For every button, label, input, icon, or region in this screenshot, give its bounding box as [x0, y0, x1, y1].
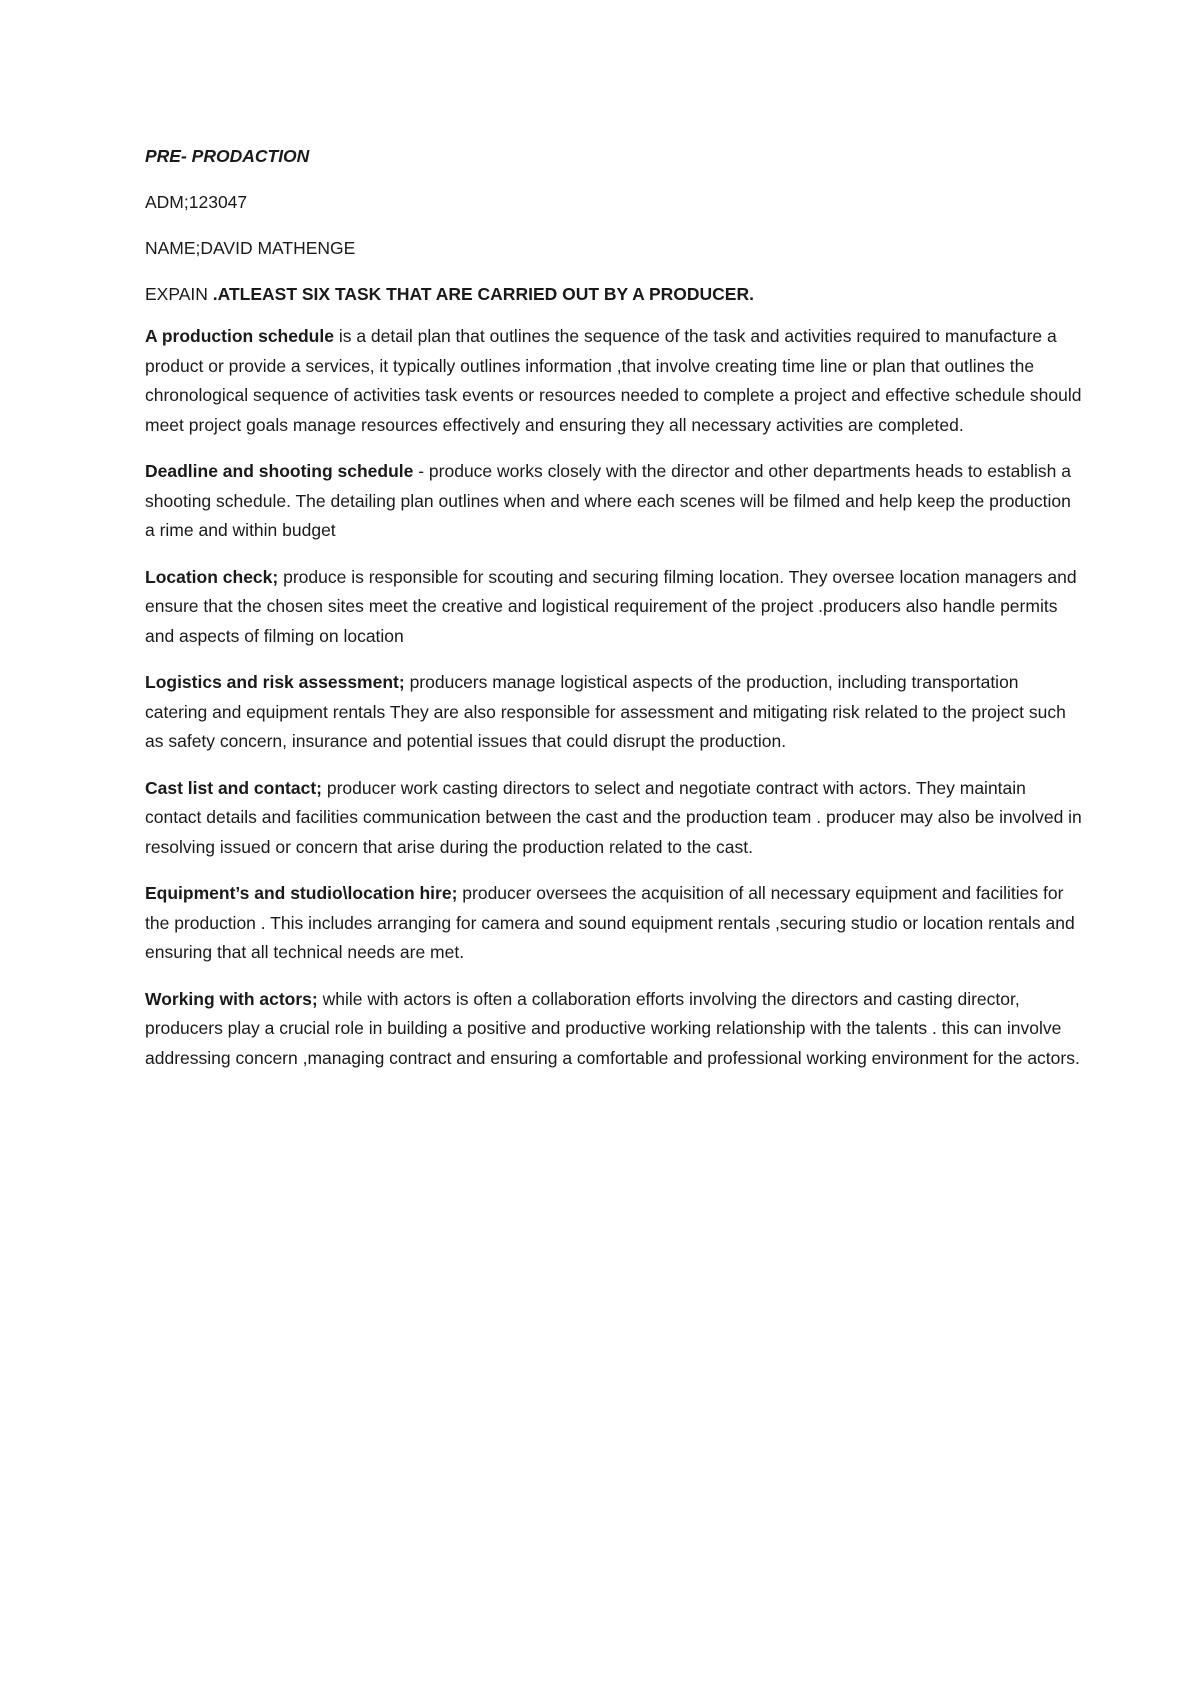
paragraph-text: producer work casting directors to select and negotiate contract with actors. They maintain contact details and facilities communication between the cast and the production team . producer may also be involved in resolving issued or concern that arise during the production related to the cast.: [145, 777, 1082, 857]
paragraph-production-schedule: [145, 322, 1085, 440]
paragraph-heading: Cast list and contact;: [145, 777, 322, 798]
paragraph-text: is a detail plan that outlines the sequence of the task and activities required to manufacture a product or provide a services, it typically outlines information ,that involve creating time line or plan that outlines the chronological sequence of activities task events or resources needed to complete a project and effective schedule should meet project goals manage resources effectively and ensuring they all necessary activities are completed.: [145, 326, 1082, 435]
document-body: [145, 146, 1085, 1090]
admission-number: ADM;123047: [145, 192, 248, 212]
paragraph-working-with-actors: [145, 985, 1085, 1074]
paragraph-heading: Deadline and shooting schedule: [145, 461, 414, 481]
paragraph-heading: Equipment’s and studio\location hire;: [145, 883, 458, 903]
paragraph-text: while with actors is often a collaboration efforts involving the directors and casting director, producers play a crucial role in building a positive and productive working relationship with the talents . this can involve addressing concern ,managing contract and ensuring a comfortable and professional working environment for the actors.: [145, 988, 1080, 1068]
paragraph-heading: Logistics and risk assessment;: [145, 672, 405, 692]
paragraph-text: producers manage logistical aspects of the production, including transportation catering and equipment rentals They are also responsible for assessment and mitigating risk related to the project such as safety concern, insurance and potential issues that could disrupt the production.: [145, 672, 1066, 751]
paragraph-text: produce is responsible for scouting and securing filming location. They oversee location managers and ensure that the chosen sites meet the creative and logistical requirement of the project .producers also handle permits and aspects of filming on location: [145, 566, 1077, 646]
paragraph-cast-list: [145, 774, 1085, 863]
question: [145, 284, 1085, 304]
paragraph-shooting-schedule: [145, 457, 1085, 546]
paragraph-heading: Location check;: [145, 566, 279, 587]
document-title: PRE- PRODACTION: [145, 146, 310, 166]
question-prefix: EXPAIN: [145, 284, 213, 304]
paragraph-heading: Working with actors;: [145, 988, 318, 1009]
paragraph-heading: A production schedule: [145, 326, 334, 346]
paragraph-text: - produce works closely with the director and other departments heads to establish a shooting schedule. The detailing plan outlines when and where each scenes will be filmed and help keep the production a rime and within budget: [145, 461, 1071, 540]
student-name: NAME;DAVID MATHENGE: [145, 238, 356, 258]
paragraph-text: producer oversees the acquisition of all necessary equipment and facilities for the production . This includes arranging for camera and sound equipment rentals ,securing studio or location rentals and ensuring that all technical needs are met.: [145, 883, 1075, 962]
question-text: .ATLEAST SIX TASK THAT ARE CARRIED OUT BY A PRODUCER.: [212, 284, 754, 304]
paragraph-location-check: [145, 563, 1085, 652]
paragraph-logistics-risk: [145, 668, 1085, 757]
paragraph-equipment-hire: [145, 879, 1085, 968]
